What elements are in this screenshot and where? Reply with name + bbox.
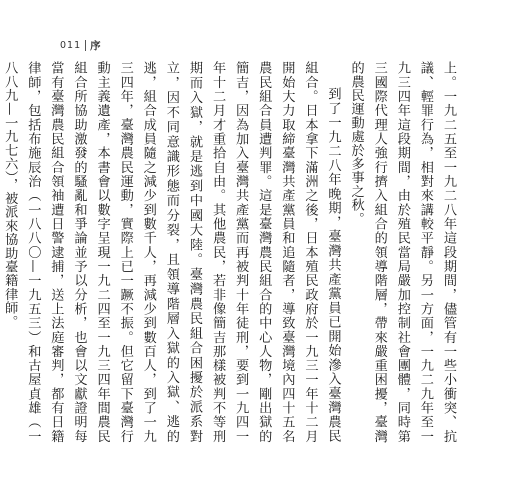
paragraph-continuation: 上。一九二五至一九二八年這段期間，儘管有一些小衝突、抗議、輕罪行為，相對來講較平靜。另一方面，一九二九年至一九三四年這段期間，由於殖民當局嚴加控制社會團體，同時第三國際代理人強行擠入組合的領導階層，帶來嚴重困擾，臺灣的農民運動處於多事之秋。 — [348, 61, 456, 443]
page-number: 011 — [60, 40, 82, 51]
paragraph: 到了一九二八年晚期，臺灣共產黨員已開始滲入臺灣農民組合。日本拿下滿洲之後，日本殖民政府於一九三一年十二月開始大力取締臺灣共產黨員和追隨者，導致臺灣境內四十五名農民組合員遭判罪。這是臺灣農民組合的中心人物，剛出獄的簡吉，因為加入臺灣共產黨而再被判十年徒刑，要到一九四一年十二月才重拾自由。其他農民，若非像簡吉那樣被判不等刑期而入獄，就是逃到中國大陸。臺灣農民組合困擾於派系對立，因不同意識形態而分裂，且領導階層入獄的入獄、逃的逃，組合成員隨之減少到數千人，再減少到數百人，到了一九三四年，臺灣農民運動，實際上已一蹶不振。但它留下臺灣行動主義遺產，本書會以數字呈現一九二四至一九三四年間農民組合所協助激發的騷亂和爭論並予以分析，也會以文獻證明每當有臺灣農民組合領袖遭日警逮捕，送上法庭審判，都有日籍律師，包括布施辰治（一八八〇—一九五三）和古屋貞雄（一八八九—一九七六），被派來協助臺籍律師。 — [2, 61, 341, 443]
header-divider — [85, 40, 86, 51]
section-title: 序 — [90, 40, 102, 52]
running-header — [60, 38, 102, 53]
vertical-body-text — [2, 61, 460, 443]
